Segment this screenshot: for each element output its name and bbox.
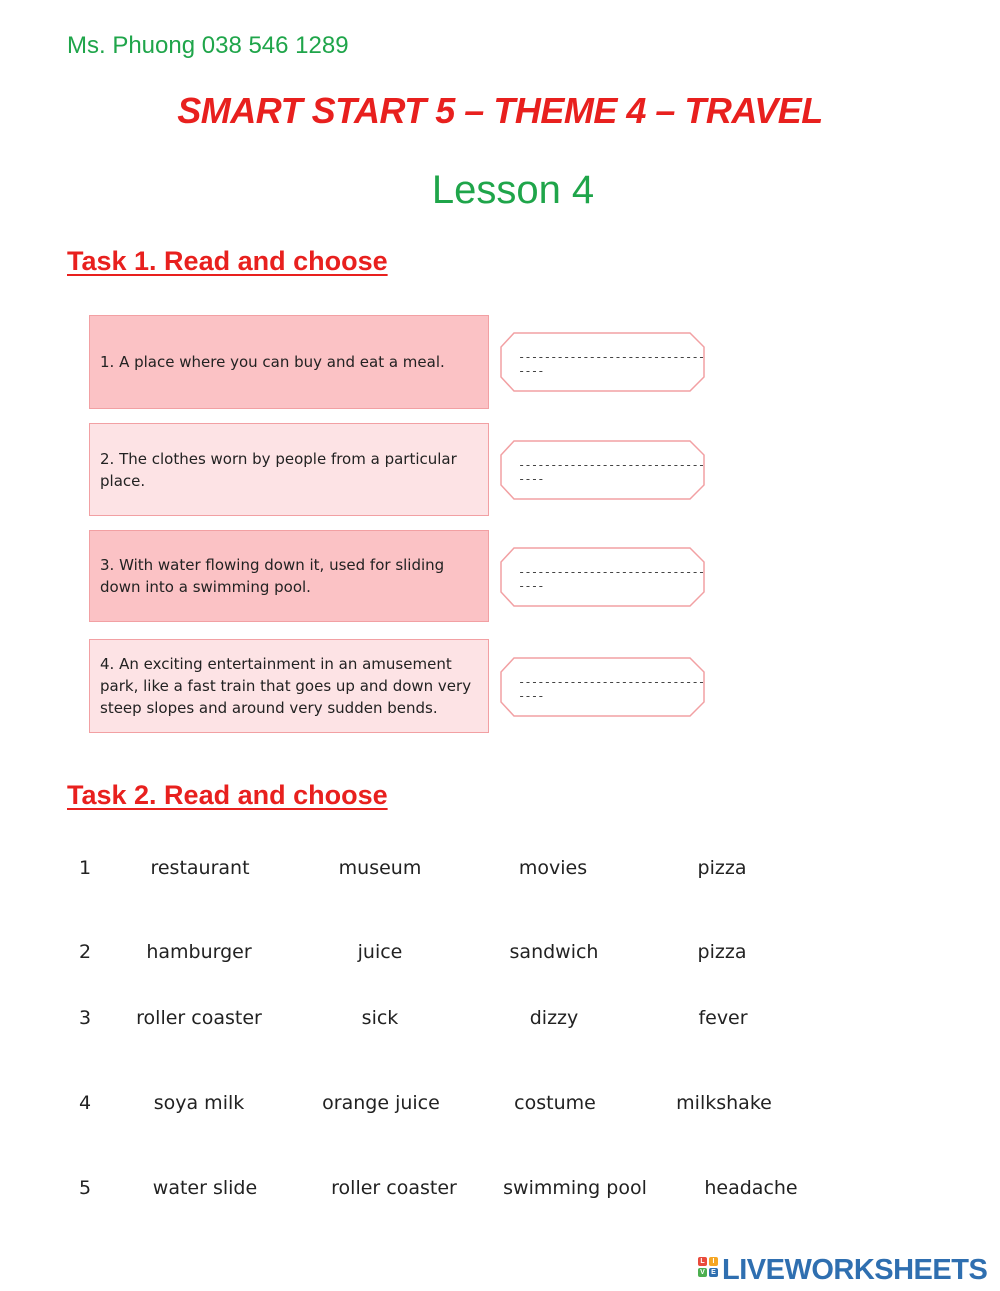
task1-clue-2 bbox=[89, 423, 489, 516]
task1-heading: Task 1. Read and choose bbox=[67, 246, 388, 276]
option[interactable]: roller coaster bbox=[136, 1007, 262, 1029]
option[interactable]: swimming pool bbox=[503, 1177, 647, 1199]
task2-row-1 bbox=[0, 857, 1000, 897]
option[interactable]: restaurant bbox=[150, 857, 250, 879]
task2-row-2 bbox=[0, 941, 1000, 981]
option[interactable]: sandwich bbox=[509, 941, 599, 963]
clue-text: 4. An exciting entertainment in an amusement park, like a fast train that goes up and down very steep slopes and around very sudden bends. bbox=[100, 655, 472, 717]
task1-answer-box-3[interactable] bbox=[500, 547, 705, 607]
answer-blank[interactable]: --------------------------------- bbox=[518, 350, 705, 378]
clue-text: 3. With water flowing down it, used for sliding down into a swimming pool. bbox=[100, 556, 445, 596]
task2-heading: Task 2. Read and choose bbox=[67, 780, 388, 810]
task1-answer-box-1[interactable] bbox=[500, 332, 705, 392]
option[interactable]: juice bbox=[357, 941, 403, 963]
row-number: 4 bbox=[79, 1092, 92, 1114]
option[interactable]: roller coaster bbox=[331, 1177, 457, 1199]
task1-answer-box-4[interactable] bbox=[500, 657, 705, 717]
row-number: 5 bbox=[79, 1177, 92, 1199]
task2-row-5 bbox=[0, 1177, 1000, 1217]
option[interactable]: orange juice bbox=[322, 1092, 440, 1114]
option[interactable]: pizza bbox=[697, 941, 747, 963]
option[interactable]: movies bbox=[518, 857, 588, 879]
answer-blank[interactable]: --------------------------------- bbox=[518, 565, 705, 593]
logo-letter: E bbox=[709, 1268, 718, 1277]
lesson-label: Lesson 4 bbox=[431, 168, 595, 212]
clue-text: 2. The clothes worn by people from a particular place. bbox=[100, 449, 457, 490]
option[interactable]: museum bbox=[338, 857, 422, 879]
row-number: 1 bbox=[79, 857, 92, 879]
option[interactable]: costume bbox=[514, 1092, 596, 1114]
logo-letter: I bbox=[709, 1257, 718, 1266]
logo-letter: L bbox=[698, 1257, 707, 1266]
option[interactable]: soya milk bbox=[153, 1092, 245, 1114]
worksheet-title: SMART START 5 – THEME 4 – TRAVEL bbox=[177, 90, 823, 131]
task1-clue-4 bbox=[89, 639, 489, 733]
task1-answer-box-2[interactable] bbox=[500, 440, 705, 500]
option[interactable]: milkshake bbox=[676, 1092, 772, 1114]
option[interactable]: water slide bbox=[152, 1177, 258, 1199]
author-contact: Ms. Phuong 038 546 1289 bbox=[67, 32, 349, 59]
option[interactable]: headache bbox=[704, 1177, 798, 1199]
task1-clue-3 bbox=[89, 530, 489, 622]
answer-blank[interactable]: --------------------------------- bbox=[518, 458, 705, 486]
option[interactable]: hamburger bbox=[146, 941, 252, 963]
logo-letter: V bbox=[698, 1268, 707, 1277]
row-number: 3 bbox=[79, 1007, 92, 1029]
logo-text: LIVEWORKSHEETS bbox=[722, 1253, 988, 1286]
task1-clue-1 bbox=[89, 315, 489, 409]
option[interactable]: fever bbox=[698, 1007, 748, 1029]
option[interactable]: sick bbox=[361, 1007, 399, 1029]
task2-row-3 bbox=[0, 1007, 1000, 1047]
clue-text: 1. A place where you can buy and eat a meal. bbox=[100, 353, 445, 371]
task2-row-4 bbox=[0, 1092, 1000, 1132]
answer-blank[interactable]: --------------------------------- bbox=[518, 675, 705, 703]
liveworksheets-logo-icon bbox=[698, 1257, 720, 1283]
row-number: 2 bbox=[79, 941, 92, 963]
liveworksheets-logo[interactable] bbox=[698, 1254, 987, 1286]
option[interactable]: dizzy bbox=[529, 1007, 579, 1029]
option[interactable]: pizza bbox=[697, 857, 747, 879]
